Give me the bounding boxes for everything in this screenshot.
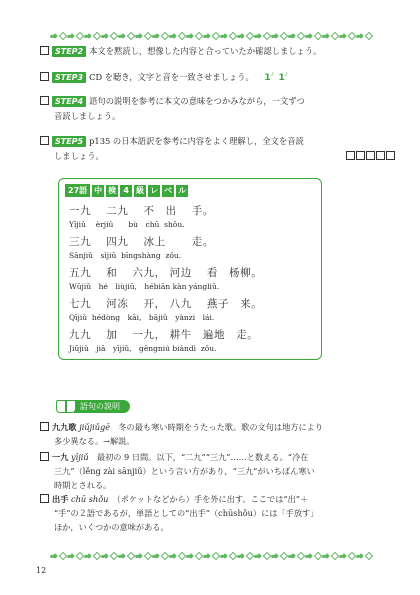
leaf-ornament (134, 32, 143, 41)
leaf-ornament (93, 552, 99, 561)
leaf-ornament (117, 552, 126, 561)
leaf-ornament (144, 552, 150, 561)
poem-box (58, 178, 322, 360)
leaf-ornament (83, 32, 92, 41)
leaf-ornament (263, 32, 269, 41)
leaf-ornament (253, 32, 262, 41)
leaf-ornament (321, 552, 330, 561)
checkbox[interactable] (40, 422, 49, 431)
leaf-ornament (338, 552, 347, 561)
bottom-decorative-border (0, 546, 420, 566)
step-label: STEP4 (52, 96, 86, 107)
step3-instruction: STEP3 CD を聴き，文字と音を一致させましょう。 1♪ 1♪ (40, 68, 395, 86)
leaf-ornament (365, 32, 371, 41)
leaf-ornament (161, 552, 167, 561)
leaf-ornament (66, 32, 75, 41)
leaf-ornament (253, 552, 262, 561)
checkbox[interactable] (40, 494, 49, 503)
leaf-ornament (348, 552, 354, 561)
top-decorative-border (0, 26, 420, 46)
leaf-ornament (355, 32, 364, 41)
leaf-ornament (76, 32, 82, 41)
leaf-ornament (49, 32, 58, 41)
step4-instruction: STEP4 語句の説明を参考に本文の意味をつかみながら，一文ずつ 音読しましょう。 (40, 94, 395, 124)
step-label: STEP2 (52, 46, 86, 57)
leaf-ornament (168, 32, 177, 41)
leaf-ornament (280, 552, 286, 561)
word-count-badge: 27語 (65, 184, 90, 197)
leaf-ornament (219, 32, 228, 41)
leaf-ornament (304, 552, 313, 561)
leaf-ornament (66, 552, 75, 561)
step5-instruction: STEP5 p135 の日本語訳を参考に内容をよく理解し，全文を音読 しましょう。 (40, 134, 395, 164)
leaf-ornament (229, 552, 235, 561)
leaf-ornament (93, 32, 99, 41)
leaf-ornament (212, 552, 218, 561)
leaf-ornament (287, 32, 296, 41)
leaf-ornament (270, 32, 279, 41)
cd-track-icon: 1♪ (278, 72, 288, 83)
leaf-ornament (263, 552, 269, 561)
step-label: STEP3 (52, 72, 86, 83)
checkbox[interactable] (40, 452, 49, 461)
glossary-entry: 出手 chū shǒu （ポケットなどから）手を外に出す。ここでは“出”＋ “手”の２語であるが，単語としての“出手”（chūshǒu）には「手放す」 ほか，いくつかの意味がある。 (40, 492, 395, 534)
leaf-ornament (246, 32, 252, 41)
glossary-entry: 一九 yījiǔ 最初の 9 日間。以下，“二九”“三九”……と数える。“冷在 三九”（lěng zài sānjiǔ）という言い方があり，“三九”がいちばん寒い 時期とされる。 (40, 450, 395, 492)
leaf-ornament (117, 32, 126, 41)
leaf-ornament (321, 32, 330, 41)
poem-header: 27語 中 検 4 級 レ ベ ル (65, 184, 188, 197)
leaf-ornament (202, 552, 211, 561)
poem-line: 九九 加 一九， 耕牛 遍地 走。 Jiǔjiǔ jiā yījiǔ, gēngniú biàndì zǒu. (69, 329, 259, 353)
glossary-heading: 語句の説明 (56, 400, 130, 413)
poem-line: 三九 四九 冰上 走。 Sānjiǔ sìjiǔ bīngshàng zǒu. (69, 236, 215, 260)
leaf-ornament (59, 552, 65, 561)
leaf-ornament (365, 552, 371, 561)
leaf-ornament (127, 552, 133, 561)
leaf-ornament (127, 32, 133, 41)
leaf-ornament (246, 552, 252, 561)
leaf-ornament (212, 32, 218, 41)
checkbox[interactable] (40, 96, 49, 105)
step-label: STEP5 (52, 136, 86, 147)
leaf-ornament (185, 552, 194, 561)
page-number: 12 (36, 566, 47, 575)
leaf-ornament (219, 552, 228, 561)
reading-count-boxes[interactable] (345, 149, 395, 164)
leaf-ornament (338, 32, 347, 41)
checkbox[interactable] (40, 46, 49, 55)
checkbox[interactable] (40, 136, 49, 145)
leaf-ornament (297, 552, 303, 561)
leaf-ornament (229, 32, 235, 41)
book-icon (56, 400, 76, 413)
poem-line: 七九 河冻 开， 八九 燕子 来。 Qījiǔ hédòng kāi, bājiǔ yànzi lái. (69, 298, 263, 322)
poem-line: 一九 二九 不 出 手。 Yījiǔ èrjiǔ bù chū shǒu. (69, 205, 215, 229)
checkbox[interactable] (40, 72, 49, 81)
leaf-ornament (304, 32, 313, 41)
leaf-ornament (314, 552, 320, 561)
leaf-ornament (331, 552, 337, 561)
leaf-ornament (297, 32, 303, 41)
leaf-ornament (331, 32, 337, 41)
leaf-ornament (185, 32, 194, 41)
poem-line: 五九 和 六九， 河边 看 杨柳。 Wǔjiǔ hé liùjiǔ, hébiān kàn yángliǔ. (69, 267, 263, 291)
leaf-ornament (178, 32, 184, 41)
leaf-ornament (202, 32, 211, 41)
leaf-ornament (178, 552, 184, 561)
step2-instruction: STEP2 本文を黙読し，想像した内容と合っていたか確認しましょう。 (40, 44, 395, 59)
leaf-ornament (83, 552, 92, 561)
leaf-ornament (100, 552, 109, 561)
leaf-ornament (161, 32, 167, 41)
leaf-ornament (195, 32, 201, 41)
glossary-entry: 九九歌 jiǔjiǔgē 冬の最も寒い時期をうたった歌。歌の文句は地方により 多少異なる。→解説。 (40, 420, 395, 448)
leaf-ornament (110, 32, 116, 41)
leaf-ornament (49, 552, 58, 561)
leaf-ornament (151, 32, 160, 41)
leaf-ornament (134, 552, 143, 561)
leaf-ornament (280, 32, 286, 41)
leaf-ornament (236, 552, 245, 561)
leaf-ornament (100, 32, 109, 41)
leaf-ornament (195, 552, 201, 561)
leaf-ornament (270, 552, 279, 561)
leaf-ornament (236, 32, 245, 41)
leaf-ornament (59, 32, 65, 41)
cd-track-icon: 1♪ (264, 72, 274, 83)
leaf-ornament (287, 552, 296, 561)
leaf-ornament (168, 552, 177, 561)
leaf-ornament (144, 32, 150, 41)
leaf-ornament (355, 552, 364, 561)
leaf-ornament (348, 32, 354, 41)
leaf-ornament (314, 32, 320, 41)
leaf-ornament (110, 552, 116, 561)
leaf-ornament (76, 552, 82, 561)
leaf-ornament (151, 552, 160, 561)
